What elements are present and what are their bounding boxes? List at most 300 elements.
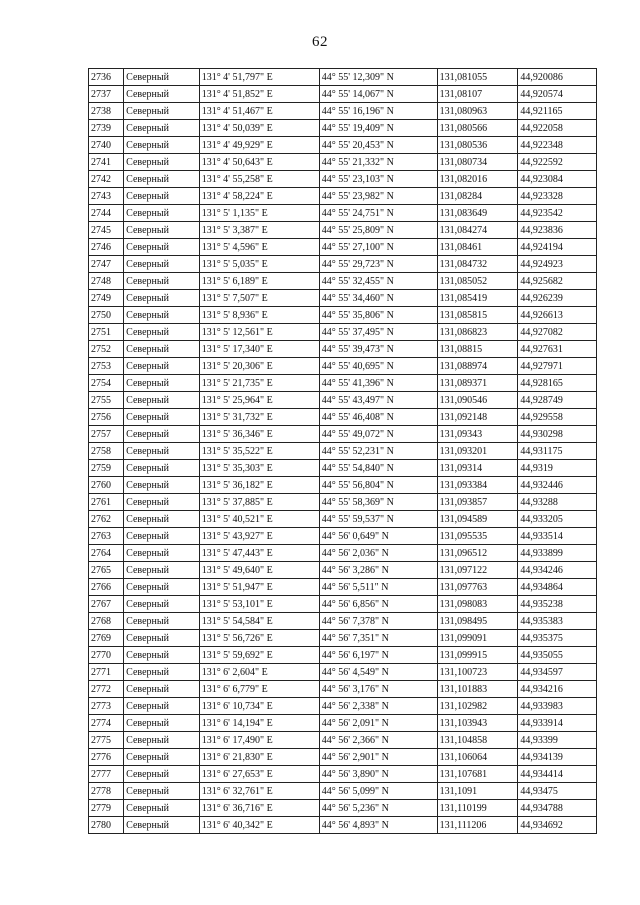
longitude-dms-cell: 131° 5' 40,521" E <box>199 511 319 528</box>
latitude-dms-cell: 44° 55' 23,103" N <box>319 171 437 188</box>
longitude-dms-cell: 131° 5' 8,936" E <box>199 307 319 324</box>
latitude-decimal-cell: 44,9319 <box>518 460 597 477</box>
table-row <box>89 766 597 783</box>
longitude-decimal-cell: 131,09343 <box>437 426 518 443</box>
latitude-dms-cell: 44° 56' 3,890" N <box>319 766 437 783</box>
table-row <box>89 562 597 579</box>
latitude-dms-cell: 44° 55' 46,408" N <box>319 409 437 426</box>
point-number-cell: 2760 <box>89 477 124 494</box>
region-cell: Северный <box>124 86 200 103</box>
region-cell: Северный <box>124 409 200 426</box>
point-number-cell: 2736 <box>89 69 124 86</box>
point-number-cell: 2743 <box>89 188 124 205</box>
point-number-cell: 2737 <box>89 86 124 103</box>
region-cell: Северный <box>124 171 200 188</box>
point-number-cell: 2753 <box>89 358 124 375</box>
point-number-cell: 2767 <box>89 596 124 613</box>
table-row <box>89 596 597 613</box>
point-number-cell: 2749 <box>89 290 124 307</box>
longitude-dms-cell: 131° 6' 14,194" E <box>199 715 319 732</box>
longitude-dms-cell: 131° 6' 27,653" E <box>199 766 319 783</box>
longitude-dms-cell: 131° 5' 5,035" E <box>199 256 319 273</box>
longitude-dms-cell: 131° 5' 6,189" E <box>199 273 319 290</box>
latitude-decimal-cell: 44,93475 <box>518 783 597 800</box>
table-row <box>89 817 597 834</box>
point-number-cell: 2759 <box>89 460 124 477</box>
table-row <box>89 613 597 630</box>
longitude-decimal-cell: 131,092148 <box>437 409 518 426</box>
region-cell: Северный <box>124 613 200 630</box>
longitude-dms-cell: 131° 5' 56,726" E <box>199 630 319 647</box>
point-number-cell: 2746 <box>89 239 124 256</box>
latitude-dms-cell: 44° 55' 12,309" N <box>319 69 437 86</box>
longitude-dms-cell: 131° 4' 51,467" E <box>199 103 319 120</box>
latitude-decimal-cell: 44,920574 <box>518 86 597 103</box>
point-number-cell: 2757 <box>89 426 124 443</box>
region-cell: Северный <box>124 222 200 239</box>
table-row <box>89 290 597 307</box>
region-cell: Северный <box>124 290 200 307</box>
latitude-decimal-cell: 44,927631 <box>518 341 597 358</box>
longitude-dms-cell: 131° 5' 36,346" E <box>199 426 319 443</box>
longitude-decimal-cell: 131,085052 <box>437 273 518 290</box>
latitude-dms-cell: 44° 55' 43,497" N <box>319 392 437 409</box>
longitude-dms-cell: 131° 5' 3,387" E <box>199 222 319 239</box>
latitude-decimal-cell: 44,934216 <box>518 681 597 698</box>
table-row <box>89 154 597 171</box>
latitude-dms-cell: 44° 56' 2,036" N <box>319 545 437 562</box>
table-row <box>89 732 597 749</box>
point-number-cell: 2770 <box>89 647 124 664</box>
longitude-decimal-cell: 131,084732 <box>437 256 518 273</box>
latitude-dms-cell: 44° 55' 25,809" N <box>319 222 437 239</box>
point-number-cell: 2766 <box>89 579 124 596</box>
region-cell: Северный <box>124 732 200 749</box>
point-number-cell: 2775 <box>89 732 124 749</box>
table-row <box>89 579 597 596</box>
latitude-dms-cell: 44° 56' 6,197" N <box>319 647 437 664</box>
longitude-dms-cell: 131° 5' 43,927" E <box>199 528 319 545</box>
point-number-cell: 2750 <box>89 307 124 324</box>
latitude-decimal-cell: 44,933914 <box>518 715 597 732</box>
longitude-dms-cell: 131° 5' 35,522" E <box>199 443 319 460</box>
point-number-cell: 2745 <box>89 222 124 239</box>
table-row <box>89 324 597 341</box>
latitude-dms-cell: 44° 56' 2,366" N <box>319 732 437 749</box>
latitude-decimal-cell: 44,931175 <box>518 443 597 460</box>
latitude-dms-cell: 44° 56' 2,338" N <box>319 698 437 715</box>
latitude-dms-cell: 44° 55' 40,695" N <box>319 358 437 375</box>
table-row <box>89 630 597 647</box>
table-row <box>89 222 597 239</box>
point-number-cell: 2741 <box>89 154 124 171</box>
region-cell: Северный <box>124 443 200 460</box>
latitude-decimal-cell: 44,929558 <box>518 409 597 426</box>
latitude-dms-cell: 44° 56' 5,236" N <box>319 800 437 817</box>
latitude-dms-cell: 44° 56' 2,901" N <box>319 749 437 766</box>
region-cell: Северный <box>124 120 200 137</box>
longitude-decimal-cell: 131,083649 <box>437 205 518 222</box>
region-cell: Северный <box>124 800 200 817</box>
region-cell: Северный <box>124 715 200 732</box>
latitude-dms-cell: 44° 55' 21,332" N <box>319 154 437 171</box>
longitude-decimal-cell: 131,080963 <box>437 103 518 120</box>
region-cell: Северный <box>124 630 200 647</box>
region-cell: Северный <box>124 511 200 528</box>
longitude-decimal-cell: 131,111206 <box>437 817 518 834</box>
longitude-decimal-cell: 131,097763 <box>437 579 518 596</box>
latitude-decimal-cell: 44,935238 <box>518 596 597 613</box>
region-cell: Северный <box>124 749 200 766</box>
table-row <box>89 86 597 103</box>
region-cell: Северный <box>124 256 200 273</box>
longitude-decimal-cell: 131,093384 <box>437 477 518 494</box>
latitude-decimal-cell: 44,922348 <box>518 137 597 154</box>
longitude-decimal-cell: 131,094589 <box>437 511 518 528</box>
table-row <box>89 443 597 460</box>
point-number-cell: 2771 <box>89 664 124 681</box>
table-row <box>89 205 597 222</box>
latitude-decimal-cell: 44,930298 <box>518 426 597 443</box>
longitude-decimal-cell: 131,104858 <box>437 732 518 749</box>
latitude-dms-cell: 44° 55' 27,100" N <box>319 239 437 256</box>
latitude-dms-cell: 44° 55' 35,806" N <box>319 307 437 324</box>
region-cell: Северный <box>124 324 200 341</box>
point-number-cell: 2779 <box>89 800 124 817</box>
region-cell: Северный <box>124 783 200 800</box>
latitude-dms-cell: 44° 55' 37,495" N <box>319 324 437 341</box>
table-row <box>89 256 597 273</box>
longitude-decimal-cell: 131,100723 <box>437 664 518 681</box>
latitude-dms-cell: 44° 55' 59,537" N <box>319 511 437 528</box>
latitude-dms-cell: 44° 56' 2,091" N <box>319 715 437 732</box>
table-row <box>89 426 597 443</box>
point-number-cell: 2768 <box>89 613 124 630</box>
longitude-dms-cell: 131° 4' 51,797" E <box>199 69 319 86</box>
point-number-cell: 2761 <box>89 494 124 511</box>
point-number-cell: 2747 <box>89 256 124 273</box>
longitude-decimal-cell: 131,096512 <box>437 545 518 562</box>
table-row <box>89 137 597 154</box>
longitude-decimal-cell: 131,110199 <box>437 800 518 817</box>
latitude-dms-cell: 44° 56' 7,378" N <box>319 613 437 630</box>
latitude-dms-cell: 44° 55' 56,804" N <box>319 477 437 494</box>
point-number-cell: 2780 <box>89 817 124 834</box>
longitude-dms-cell: 131° 6' 17,490" E <box>199 732 319 749</box>
latitude-decimal-cell: 44,923328 <box>518 188 597 205</box>
latitude-dms-cell: 44° 55' 49,072" N <box>319 426 437 443</box>
point-number-cell: 2765 <box>89 562 124 579</box>
region-cell: Северный <box>124 817 200 834</box>
latitude-decimal-cell: 44,935055 <box>518 647 597 664</box>
latitude-dms-cell: 44° 56' 3,176" N <box>319 681 437 698</box>
longitude-decimal-cell: 131,08107 <box>437 86 518 103</box>
region-cell: Северный <box>124 596 200 613</box>
region-cell: Северный <box>124 188 200 205</box>
table-row <box>89 715 597 732</box>
table-row <box>89 273 597 290</box>
latitude-decimal-cell: 44,933205 <box>518 511 597 528</box>
region-cell: Северный <box>124 460 200 477</box>
latitude-dms-cell: 44° 55' 19,409" N <box>319 120 437 137</box>
region-cell: Северный <box>124 562 200 579</box>
point-number-cell: 2751 <box>89 324 124 341</box>
region-cell: Северный <box>124 426 200 443</box>
longitude-dms-cell: 131° 5' 54,584" E <box>199 613 319 630</box>
longitude-dms-cell: 131° 5' 37,885" E <box>199 494 319 511</box>
latitude-dms-cell: 44° 55' 20,453" N <box>319 137 437 154</box>
point-number-cell: 2769 <box>89 630 124 647</box>
longitude-dms-cell: 131° 5' 12,561" E <box>199 324 319 341</box>
longitude-decimal-cell: 131,093857 <box>437 494 518 511</box>
longitude-dms-cell: 131° 5' 59,692" E <box>199 647 319 664</box>
region-cell: Северный <box>124 375 200 392</box>
latitude-decimal-cell: 44,934597 <box>518 664 597 681</box>
table-row <box>89 188 597 205</box>
latitude-dms-cell: 44° 55' 29,723" N <box>319 256 437 273</box>
table-row <box>89 307 597 324</box>
latitude-dms-cell: 44° 56' 0,649" N <box>319 528 437 545</box>
latitude-decimal-cell: 44,923836 <box>518 222 597 239</box>
region-cell: Северный <box>124 154 200 171</box>
table-row <box>89 239 597 256</box>
longitude-decimal-cell: 131,080566 <box>437 120 518 137</box>
latitude-decimal-cell: 44,924194 <box>518 239 597 256</box>
longitude-decimal-cell: 131,095535 <box>437 528 518 545</box>
table-row <box>89 477 597 494</box>
longitude-dms-cell: 131° 5' 51,947" E <box>199 579 319 596</box>
table-row <box>89 460 597 477</box>
latitude-decimal-cell: 44,923542 <box>518 205 597 222</box>
latitude-decimal-cell: 44,922592 <box>518 154 597 171</box>
longitude-dms-cell: 131° 5' 21,735" E <box>199 375 319 392</box>
region-cell: Северный <box>124 698 200 715</box>
coordinates-table <box>88 68 597 834</box>
region-cell: Северный <box>124 205 200 222</box>
longitude-dms-cell: 131° 6' 40,342" E <box>199 817 319 834</box>
latitude-decimal-cell: 44,933514 <box>518 528 597 545</box>
longitude-decimal-cell: 131,086823 <box>437 324 518 341</box>
longitude-dms-cell: 131° 5' 4,596" E <box>199 239 319 256</box>
point-number-cell: 2738 <box>89 103 124 120</box>
latitude-decimal-cell: 44,922058 <box>518 120 597 137</box>
latitude-dms-cell: 44° 55' 34,460" N <box>319 290 437 307</box>
longitude-dms-cell: 131° 5' 47,443" E <box>199 545 319 562</box>
point-number-cell: 2744 <box>89 205 124 222</box>
latitude-decimal-cell: 44,934692 <box>518 817 597 834</box>
point-number-cell: 2748 <box>89 273 124 290</box>
table-row <box>89 392 597 409</box>
longitude-dms-cell: 131° 5' 7,507" E <box>199 290 319 307</box>
point-number-cell: 2756 <box>89 409 124 426</box>
point-number-cell: 2752 <box>89 341 124 358</box>
table-row <box>89 171 597 188</box>
longitude-dms-cell: 131° 5' 1,135" E <box>199 205 319 222</box>
longitude-decimal-cell: 131,098083 <box>437 596 518 613</box>
longitude-dms-cell: 131° 5' 53,101" E <box>199 596 319 613</box>
longitude-decimal-cell: 131,080734 <box>437 154 518 171</box>
region-cell: Северный <box>124 545 200 562</box>
latitude-decimal-cell: 44,926239 <box>518 290 597 307</box>
longitude-decimal-cell: 131,080536 <box>437 137 518 154</box>
latitude-decimal-cell: 44,928749 <box>518 392 597 409</box>
latitude-dms-cell: 44° 56' 4,549" N <box>319 664 437 681</box>
longitude-decimal-cell: 131,08461 <box>437 239 518 256</box>
latitude-dms-cell: 44° 56' 5,511" N <box>319 579 437 596</box>
point-number-cell: 2764 <box>89 545 124 562</box>
region-cell: Северный <box>124 392 200 409</box>
longitude-decimal-cell: 131,085419 <box>437 290 518 307</box>
point-number-cell: 2778 <box>89 783 124 800</box>
latitude-decimal-cell: 44,934864 <box>518 579 597 596</box>
longitude-dms-cell: 131° 4' 58,224" E <box>199 188 319 205</box>
longitude-decimal-cell: 131,098495 <box>437 613 518 630</box>
region-cell: Северный <box>124 341 200 358</box>
longitude-decimal-cell: 131,085815 <box>437 307 518 324</box>
longitude-dms-cell: 131° 6' 10,734" E <box>199 698 319 715</box>
coordinates-table-body <box>89 69 597 834</box>
longitude-decimal-cell: 131,093201 <box>437 443 518 460</box>
table-row <box>89 647 597 664</box>
region-cell: Северный <box>124 477 200 494</box>
point-number-cell: 2754 <box>89 375 124 392</box>
latitude-dms-cell: 44° 55' 41,396" N <box>319 375 437 392</box>
table-row <box>89 341 597 358</box>
table-row <box>89 681 597 698</box>
longitude-dms-cell: 131° 5' 36,182" E <box>199 477 319 494</box>
region-cell: Северный <box>124 664 200 681</box>
table-row <box>89 69 597 86</box>
latitude-decimal-cell: 44,932446 <box>518 477 597 494</box>
longitude-dms-cell: 131° 6' 6,779" E <box>199 681 319 698</box>
latitude-decimal-cell: 44,933983 <box>518 698 597 715</box>
latitude-dms-cell: 44° 55' 24,751" N <box>319 205 437 222</box>
point-number-cell: 2742 <box>89 171 124 188</box>
latitude-decimal-cell: 44,934788 <box>518 800 597 817</box>
longitude-decimal-cell: 131,107681 <box>437 766 518 783</box>
latitude-dms-cell: 44° 55' 14,067" N <box>319 86 437 103</box>
longitude-decimal-cell: 131,08815 <box>437 341 518 358</box>
longitude-decimal-cell: 131,08284 <box>437 188 518 205</box>
point-number-cell: 2773 <box>89 698 124 715</box>
longitude-decimal-cell: 131,099915 <box>437 647 518 664</box>
region-cell: Северный <box>124 647 200 664</box>
longitude-dms-cell: 131° 5' 20,306" E <box>199 358 319 375</box>
table-row <box>89 375 597 392</box>
longitude-dms-cell: 131° 5' 31,732" E <box>199 409 319 426</box>
longitude-decimal-cell: 131,081055 <box>437 69 518 86</box>
point-number-cell: 2739 <box>89 120 124 137</box>
longitude-decimal-cell: 131,103943 <box>437 715 518 732</box>
latitude-decimal-cell: 44,934246 <box>518 562 597 579</box>
region-cell: Северный <box>124 69 200 86</box>
longitude-dms-cell: 131° 4' 55,258" E <box>199 171 319 188</box>
longitude-decimal-cell: 131,097122 <box>437 562 518 579</box>
longitude-decimal-cell: 131,09314 <box>437 460 518 477</box>
table-row <box>89 545 597 562</box>
latitude-dms-cell: 44° 55' 39,473" N <box>319 341 437 358</box>
longitude-dms-cell: 131° 6' 32,761" E <box>199 783 319 800</box>
longitude-dms-cell: 131° 4' 50,643" E <box>199 154 319 171</box>
latitude-dms-cell: 44° 55' 54,840" N <box>319 460 437 477</box>
latitude-dms-cell: 44° 56' 6,856" N <box>319 596 437 613</box>
point-number-cell: 2763 <box>89 528 124 545</box>
longitude-dms-cell: 131° 5' 49,640" E <box>199 562 319 579</box>
latitude-decimal-cell: 44,934139 <box>518 749 597 766</box>
region-cell: Северный <box>124 681 200 698</box>
table-row <box>89 783 597 800</box>
latitude-decimal-cell: 44,923084 <box>518 171 597 188</box>
longitude-decimal-cell: 131,088974 <box>437 358 518 375</box>
longitude-decimal-cell: 131,1091 <box>437 783 518 800</box>
latitude-decimal-cell: 44,93288 <box>518 494 597 511</box>
latitude-decimal-cell: 44,925682 <box>518 273 597 290</box>
point-number-cell: 2740 <box>89 137 124 154</box>
longitude-decimal-cell: 131,102982 <box>437 698 518 715</box>
latitude-dms-cell: 44° 56' 3,286" N <box>319 562 437 579</box>
point-number-cell: 2758 <box>89 443 124 460</box>
latitude-dms-cell: 44° 55' 52,231" N <box>319 443 437 460</box>
region-cell: Северный <box>124 766 200 783</box>
longitude-dms-cell: 131° 4' 49,929" E <box>199 137 319 154</box>
region-cell: Северный <box>124 273 200 290</box>
longitude-dms-cell: 131° 6' 2,604" E <box>199 664 319 681</box>
longitude-decimal-cell: 131,106064 <box>437 749 518 766</box>
longitude-decimal-cell: 131,090546 <box>437 392 518 409</box>
latitude-decimal-cell: 44,921165 <box>518 103 597 120</box>
latitude-decimal-cell: 44,93399 <box>518 732 597 749</box>
latitude-decimal-cell: 44,934414 <box>518 766 597 783</box>
point-number-cell: 2776 <box>89 749 124 766</box>
region-cell: Северный <box>124 494 200 511</box>
longitude-decimal-cell: 131,089371 <box>437 375 518 392</box>
latitude-dms-cell: 44° 55' 16,196" N <box>319 103 437 120</box>
latitude-dms-cell: 44° 56' 7,351" N <box>319 630 437 647</box>
latitude-dms-cell: 44° 56' 5,099" N <box>319 783 437 800</box>
region-cell: Северный <box>124 307 200 324</box>
latitude-decimal-cell: 44,924923 <box>518 256 597 273</box>
longitude-decimal-cell: 131,084274 <box>437 222 518 239</box>
region-cell: Северный <box>124 579 200 596</box>
longitude-decimal-cell: 131,082016 <box>437 171 518 188</box>
point-number-cell: 2777 <box>89 766 124 783</box>
longitude-decimal-cell: 131,101883 <box>437 681 518 698</box>
table-row <box>89 800 597 817</box>
page-number: 62 <box>312 34 328 50</box>
longitude-dms-cell: 131° 5' 17,340" E <box>199 341 319 358</box>
latitude-decimal-cell: 44,927082 <box>518 324 597 341</box>
latitude-decimal-cell: 44,928165 <box>518 375 597 392</box>
latitude-dms-cell: 44° 55' 23,982" N <box>319 188 437 205</box>
longitude-dms-cell: 131° 4' 51,852" E <box>199 86 319 103</box>
longitude-dms-cell: 131° 5' 25,964" E <box>199 392 319 409</box>
table-row <box>89 528 597 545</box>
table-row <box>89 749 597 766</box>
latitude-decimal-cell: 44,935383 <box>518 613 597 630</box>
longitude-decimal-cell: 131,099091 <box>437 630 518 647</box>
table-row <box>89 511 597 528</box>
latitude-dms-cell: 44° 55' 32,455" N <box>319 273 437 290</box>
region-cell: Северный <box>124 103 200 120</box>
point-number-cell: 2774 <box>89 715 124 732</box>
longitude-dms-cell: 131° 6' 36,716" E <box>199 800 319 817</box>
table-row <box>89 120 597 137</box>
longitude-dms-cell: 131° 6' 21,830" E <box>199 749 319 766</box>
longitude-dms-cell: 131° 5' 35,303" E <box>199 460 319 477</box>
table-row <box>89 494 597 511</box>
table-row <box>89 698 597 715</box>
latitude-decimal-cell: 44,935375 <box>518 630 597 647</box>
